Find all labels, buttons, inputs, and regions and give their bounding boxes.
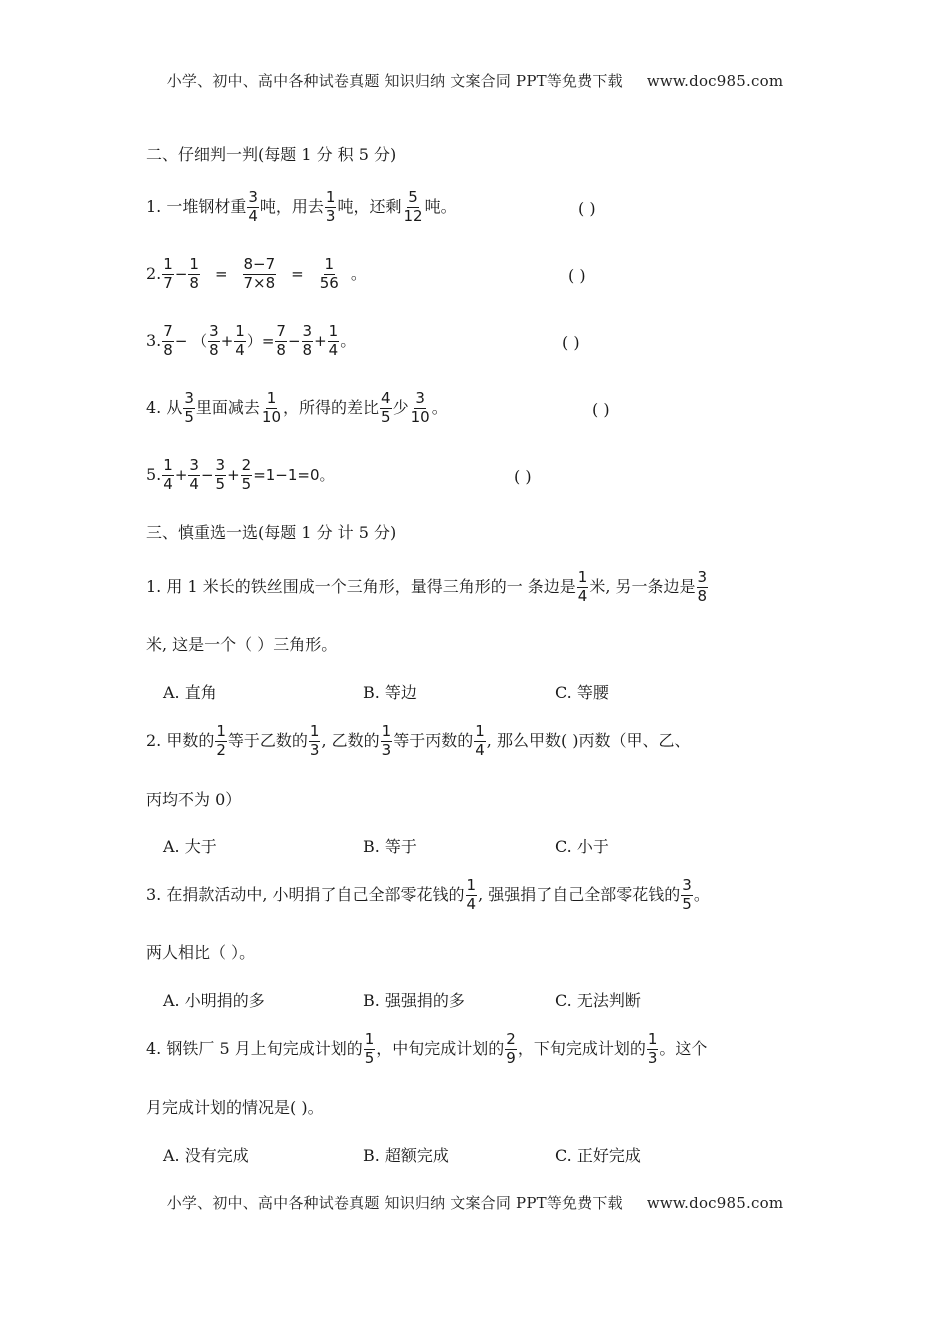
s3q3-line2: 两人相比（ ）。 — [146, 943, 256, 962]
option-a[interactable]: A. 没有完成 — [163, 1146, 249, 1165]
fraction: $\frac{1}{56}$ — [319, 255, 339, 292]
fraction: $\frac{3}{10}$ — [410, 389, 430, 426]
option-b[interactable]: B. 等于 — [363, 837, 417, 856]
fraction: $\frac{1}{3}$ — [325, 188, 336, 225]
s3-question-3 — [146, 878, 710, 913]
s3q4-text: ，中旬完成计划的 — [376, 1039, 505, 1059]
s2-question-5 — [146, 458, 335, 493]
s2q4-text: 里面减去 — [195, 398, 260, 418]
s2-question-2 — [146, 257, 367, 292]
s3q4-text: 。这个 — [659, 1039, 708, 1059]
fraction: $\frac{1}{4}$ — [235, 322, 245, 359]
fraction: $\frac{1}{2}$ — [216, 722, 226, 759]
s2q1-text: 吨，还剩 — [337, 197, 402, 217]
fraction: $\frac{1}{4}$ — [163, 456, 173, 493]
s3q2-text: 等于丙数的 — [393, 731, 474, 751]
s3q2-text: , 那么甲数( )丙数（甲、乙、 — [486, 731, 691, 751]
plus-sign: + — [314, 331, 327, 350]
fraction: $\frac{2}{9}$ — [506, 1030, 516, 1067]
s3q4-line2: 月完成计划的情况是( )。 — [146, 1098, 324, 1117]
answer-bracket[interactable]: ( ) — [514, 467, 532, 486]
s2q4-text: 少 — [392, 398, 409, 418]
fraction: $\frac{3}{5}$ — [682, 876, 692, 913]
fraction: $\frac{1}{5}$ — [364, 1030, 375, 1067]
fraction: $\frac{3}{8}$ — [697, 568, 708, 605]
section2-title: 二、仔细判一判(每题 1 分 积 5 分) — [146, 145, 397, 164]
option-c[interactable]: C. 无法判断 — [555, 991, 641, 1010]
fraction: $\frac{1}{3}$ — [647, 1030, 658, 1067]
header-banner — [0, 70, 950, 91]
s2q4-text: ，所得的差比 — [283, 398, 380, 418]
s3q3-text: , 强强捐了自己全部零花钱的 — [478, 885, 681, 905]
s3q3-text: 3. 在捐款活动中, 小明捐了自己全部零花钱的 — [146, 885, 465, 905]
s2q2-text: 2. — [146, 264, 162, 284]
s3q4-text: ，下旬完成计划的 — [517, 1039, 646, 1059]
fraction: $\frac{3}{4}$ — [189, 456, 199, 493]
minus-sign: − — [287, 331, 301, 350]
s2q5-text: =1−1=0。 — [253, 465, 335, 484]
equals-sign: = — [214, 264, 228, 283]
fraction: $\frac{1}{3}$ — [309, 722, 320, 759]
option-a[interactable]: A. 直角 — [163, 683, 217, 702]
fraction: $\frac{1}{4}$ — [577, 568, 588, 605]
s3q2-text: 等于乙数的 — [227, 731, 308, 751]
s2q3-text: 。 — [340, 331, 357, 351]
s2q1-text: 吨。 — [424, 197, 457, 217]
s3q3-text: 。 — [693, 885, 710, 905]
footer-banner — [0, 1192, 950, 1213]
minus-sign: − — [200, 465, 214, 484]
s3q1-text: 米, 另一条边是 — [589, 577, 696, 597]
fraction: $\frac{1}{4}$ — [466, 876, 477, 913]
s3q2-line2: 丙均不为 0） — [146, 790, 242, 809]
option-c[interactable]: C. 正好完成 — [555, 1146, 641, 1165]
option-c[interactable]: C. 小于 — [555, 837, 609, 856]
header-site-link[interactable]: www.doc985.com — [646, 72, 784, 90]
s3q1-text: 1. 用 1 米长的铁丝围成一个三角形，量得三角形的一 条边是 — [146, 577, 576, 597]
s2-question-3 — [146, 324, 356, 359]
minus-sign: − — [174, 264, 188, 283]
s3-question-1 — [146, 570, 709, 605]
fraction: $\frac{5}{12}$ — [403, 188, 423, 225]
s3q1-line2: 米, 这是一个（ ）三角形。 — [146, 635, 338, 654]
answer-bracket[interactable]: ( ) — [568, 266, 586, 285]
fraction: $\frac{1}{10}$ — [261, 389, 282, 426]
fraction: $\frac{1}{4}$ — [328, 322, 339, 359]
s2q1-text: 吨，用去 — [259, 197, 324, 217]
fraction: $\frac{7}{8}$ — [276, 322, 286, 359]
s2-question-1 — [146, 190, 457, 225]
plus-sign: + — [227, 465, 240, 484]
s2-question-4 — [146, 391, 448, 426]
s2q5-text: 5. — [146, 465, 162, 485]
s2q3-text: 3. — [146, 331, 162, 351]
fraction: $\frac{7}{8}$ — [163, 322, 173, 359]
answer-bracket[interactable]: ( ) — [578, 199, 596, 218]
option-b[interactable]: B. 等边 — [363, 683, 417, 702]
option-a[interactable]: A. 大于 — [163, 837, 217, 856]
equals-sign: = — [291, 264, 304, 283]
s3q2-text: , 乙数的 — [321, 731, 380, 751]
s2q1-text: 1. 一堆钢材重 — [146, 197, 247, 217]
fraction: $\frac{1}{3}$ — [381, 722, 392, 759]
fraction: $\frac{1}{7}$ — [163, 255, 173, 292]
option-a[interactable]: A. 小明捐的多 — [163, 991, 265, 1010]
fraction: $\frac{3}{5}$ — [184, 389, 194, 426]
fraction: $\frac{3}{8}$ — [209, 322, 219, 359]
fraction: $\frac{8-7}{7\times 8}$ — [243, 255, 276, 292]
footer-site-link[interactable]: www.doc985.com — [646, 1194, 784, 1212]
s2q4-text: 。 — [431, 398, 448, 418]
fraction: $\frac{1}{8}$ — [189, 255, 199, 292]
fraction: $\frac{4}{5}$ — [381, 389, 391, 426]
s3q2-text: 2. 甲数的 — [146, 731, 215, 751]
option-b[interactable]: B. 强强捐的多 — [363, 991, 465, 1010]
s3-question-4 — [146, 1032, 707, 1067]
s3q4-text: 4. 钢铁厂 5 月上旬完成计划的 — [146, 1039, 363, 1059]
footer-banner-text: 小学、初中、高中各种试卷真题 知识归纳 文案合同 PPT等免费下载 — [166, 1194, 623, 1212]
plus-sign: + — [174, 465, 188, 484]
fraction: $\frac{1}{4}$ — [475, 722, 485, 759]
option-b[interactable]: B. 超额完成 — [363, 1146, 449, 1165]
close-paren-equals: ）= — [246, 331, 275, 350]
fraction: $\frac{3}{8}$ — [302, 322, 313, 359]
fraction: $\frac{3}{4}$ — [248, 188, 258, 225]
option-c[interactable]: C. 等腰 — [555, 683, 609, 702]
plus-sign: + — [220, 331, 234, 350]
fraction: $\frac{2}{5}$ — [241, 456, 252, 493]
minus-paren: − （ — [174, 331, 208, 350]
s2q4-text: 4. 从 — [146, 398, 183, 418]
s2q2-text: 。 — [350, 264, 367, 284]
header-banner-text: 小学、初中、高中各种试卷真题 知识归纳 文案合同 PPT等免费下载 — [166, 72, 623, 90]
fraction: $\frac{3}{5}$ — [215, 456, 226, 493]
answer-bracket[interactable]: ( ) — [592, 400, 610, 419]
section3-title: 三、慎重选一选(每题 1 分 计 5 分) — [146, 523, 397, 542]
s3-question-2 — [146, 724, 691, 759]
answer-bracket[interactable]: ( ) — [562, 333, 580, 352]
